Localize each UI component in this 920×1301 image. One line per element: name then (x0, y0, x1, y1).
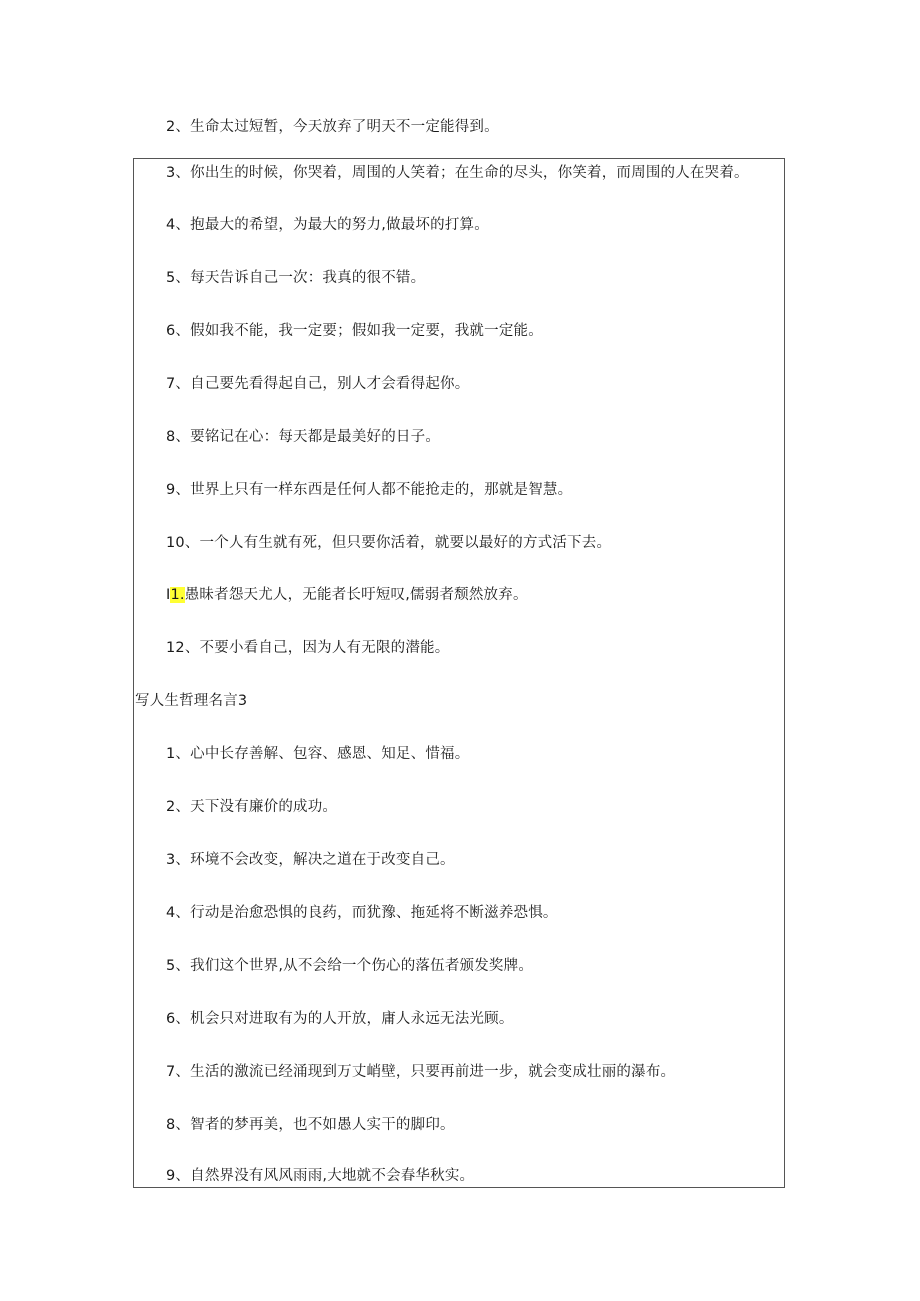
list-item: 12、不要小看自己，因为人有无限的潜能。 (166, 640, 450, 656)
list-item: 4、抱最大的希望，为最大的努力,做最坏的打算。 (166, 217, 489, 233)
highlighted-number: 1. (170, 587, 185, 603)
list-item: 9、世界上只有一样东西是任何人都不能抢走的，那就是智慧。 (166, 482, 573, 498)
item-number-prefix: I (166, 587, 171, 603)
list-item: 8、智者的梦再美，也不如愚人实干的脚印。 (166, 1117, 455, 1133)
list-item: 4、行动是治愈恐惧的良药，而犹豫、拖延将不断滋养恐惧。 (166, 905, 558, 921)
list-item: 2、天下没有廉价的成功。 (166, 799, 338, 815)
list-item: 2、生命太过短暂，今天放弃了明天不一定能得到。 (166, 119, 499, 135)
quote-table-cell (133, 158, 785, 1188)
list-item: 6、假如我不能，我一定要；假如我一定要，我就一定能。 (166, 323, 543, 339)
list-item: 7、自己要先看得起自己，别人才会看得起你。 (166, 376, 470, 392)
list-item: 7、生活的激流已经涌现到万丈峭壁，只要再前进一步，就会变成壮丽的瀑布。 (166, 1064, 676, 1080)
list-item: 6、机会只对进取有为的人开放，庸人永远无法光顾。 (166, 1011, 514, 1027)
list-item: 3、环境不会改变，解决之道在于改变自己。 (166, 852, 455, 868)
list-item: 1、心中长存善解、包容、感恩、知足、惜福。 (166, 746, 470, 762)
list-item: 8、要铭记在心：每天都是最美好的日子。 (166, 429, 441, 445)
list-item (166, 585, 528, 605)
list-item: 9、自然界没有风风雨雨,大地就不会春华秋实。 (166, 1168, 475, 1184)
section-heading: 写人生哲理名言3 (135, 693, 248, 709)
list-item-text: 愚昧者怨天尤人，无能者长吁短叹,儒弱者颓然放弃。 (184, 587, 528, 603)
list-item: 10、一个人有生就有死，但只要你活着，就要以最好的方式活下去。 (166, 535, 612, 551)
list-item: 3、你出生的时候，你哭着，周围的人笑着；在生命的尽头，你笑着，而周围的人在哭着。 (166, 165, 749, 181)
list-item: 5、我们这个世界,从不会给一个伤心的落伍者颁发奖牌。 (166, 958, 534, 974)
list-item: 5、每天告诉自己一次：我真的很不错。 (166, 270, 426, 286)
